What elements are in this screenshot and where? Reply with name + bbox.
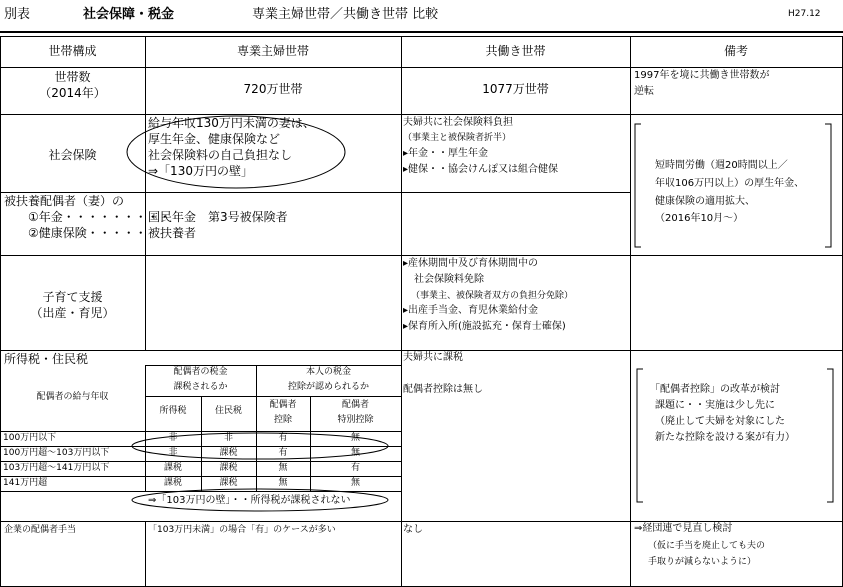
tax-note-right-bracket	[827, 369, 833, 502]
col-special-2: 特別控除	[337, 415, 374, 425]
social-dual-line-2: （事業主と被保険者折半）	[403, 133, 512, 143]
spouse-tax-title: 配偶者の税金	[173, 367, 228, 377]
tax-row-special-1: 無	[350, 433, 360, 443]
dependent-single-1: 国民年金 第3号被保険者	[148, 210, 288, 224]
households-note-2: 逆転	[634, 86, 654, 97]
social-single-line-2: 厚生年金、健康保険など	[148, 132, 281, 146]
income-tax-dual-1: 夫婦共に課税	[403, 352, 463, 363]
households-note-1: 1997年を境に共働き世帯数が	[634, 70, 770, 81]
tax-row-deduction-4: 無	[278, 478, 288, 488]
income-tax-dual-2: 配偶者控除は無し	[403, 384, 483, 395]
col-deduction-2: 控除	[273, 415, 292, 425]
doc-title: 専業主婦世帯／共働き世帯 比較	[252, 7, 439, 22]
households-dual: 1077万世帯	[482, 82, 549, 96]
header-dual-income: 共働き世帯	[485, 44, 546, 58]
households-year: （2014年）	[39, 86, 106, 100]
col-special-1: 配偶者	[341, 400, 369, 410]
households-label: 世帯数	[54, 70, 91, 84]
doc-date: H27.12	[788, 9, 821, 19]
income-tax-note-4: 新たな控除を設ける案が有力）	[655, 432, 795, 443]
social-note-right-bracket	[825, 124, 831, 247]
doc-subject: 社会保障・税金	[83, 7, 175, 22]
social-single-line-4: ⇒「130万円の壁」	[148, 164, 253, 178]
childcare-dual-1: ▸産休期間中及び育休期間中の	[403, 258, 539, 269]
nontaxed-ellipse	[132, 433, 388, 459]
childcare-dual-2: 社会保険料免除	[414, 274, 484, 285]
allowance-dual: なし	[403, 524, 423, 535]
social-note-4: （2016年10月～）	[655, 213, 744, 224]
income-tax-label: 所得税・住民税	[4, 352, 89, 366]
income-tax-note-1: 「配偶者控除」の改革が検討	[650, 384, 780, 395]
tax-row-special-4: 無	[350, 478, 360, 488]
tax-row-resident-2: 課税	[219, 448, 238, 458]
tax-row-special-2: 無	[350, 448, 360, 458]
social-note-1: 短時間労働（週20時間以上／	[655, 160, 788, 171]
tax-row-resident-3: 課税	[219, 463, 238, 473]
social-insurance-label: 社会保険	[48, 148, 97, 162]
childcare-dual-5: ▸保育所入所(施設拡充・保育士確保)	[403, 321, 566, 332]
wall-130-ellipse	[127, 116, 345, 188]
tax-row-range-3: 103万円超～141万円以下	[3, 463, 110, 473]
social-single-line-3: 社会保険料の自己負担なし	[148, 148, 293, 162]
col-resident-tax: 住民税	[214, 406, 242, 416]
social-note-2: 年収106万円以上）の厚生年金、	[655, 178, 805, 189]
tax-row-deduction-3: 無	[278, 463, 288, 473]
col-deduction-1: 配偶者	[269, 400, 297, 410]
dependent-pension: ①年金・・・・・・・・・	[28, 210, 171, 224]
social-single-line-1: 給与年収130万円未満の妻は、	[148, 116, 315, 130]
income-tax-note-2: 課題に・・実施は少し先に	[655, 400, 775, 411]
allowance-note-3: 手取りが減らないように）	[648, 557, 757, 567]
households-single: 720万世帯	[243, 82, 303, 96]
dependent-label: 被扶養配偶者（妻）の	[4, 194, 125, 208]
header-household: 世帯構成	[48, 44, 97, 58]
tax-row-income-1: 非	[168, 433, 178, 443]
dependent-single-2: 被扶養者	[148, 226, 197, 240]
allowance-label: 企業の配偶者手当	[4, 525, 77, 535]
childcare-dual-3: （事業主、被保険者双方の負担分免除）	[411, 291, 574, 301]
header-single-income: 専業主婦世帯	[236, 44, 309, 58]
wall-103-text: ⇒「103万円の壁」・・所得税が課税されない	[148, 495, 351, 506]
social-dual-line-1: 夫婦共に社会保険料負担	[403, 117, 513, 128]
social-note-3: 健康保険の適用拡大、	[655, 196, 755, 207]
allowance-note-1: ⇒経団連で見直し検討	[634, 523, 733, 534]
doc-label: 別表	[4, 7, 31, 22]
tax-row-income-4: 課税	[163, 478, 182, 488]
tax-row-range-1: 100万円以下	[3, 433, 57, 443]
dependent-health: ②健康保険・・・・・	[28, 226, 147, 240]
tax-row-resident-4: 課税	[219, 478, 238, 488]
tax-note-left-bracket	[637, 369, 643, 502]
self-tax-subtitle: 控除が認められるか	[287, 382, 369, 392]
tax-row-range-2: 100万円超～103万円以下	[3, 448, 110, 458]
income-tax-note-3: （廃止して夫婦を対象にした	[655, 416, 785, 427]
tax-row-special-3: 有	[350, 463, 360, 473]
self-tax-title: 本人の税金	[305, 367, 351, 377]
spouse-income-label: 配偶者の給与年収	[36, 392, 109, 402]
tax-row-deduction-1: 有	[278, 433, 288, 443]
allowance-single: 「103万円未満」の場合「有」のケースが多い	[148, 525, 336, 535]
header-remarks: 備考	[723, 44, 748, 58]
social-dual-line-3: ▸年金・・厚生年金	[403, 148, 489, 159]
spouse-tax-subtitle: 課税されるか	[173, 382, 228, 392]
social-note-left-bracket	[635, 124, 641, 247]
childcare-label: 子育て支援	[42, 290, 103, 304]
tax-row-deduction-2: 有	[278, 448, 288, 458]
col-income-tax: 所得税	[159, 406, 187, 416]
childcare-sublabel: （出産・育児）	[30, 306, 115, 320]
tax-row-income-3: 課税	[163, 463, 182, 473]
tax-row-range-4: 141万円超	[3, 478, 48, 488]
wall-103-ellipse	[132, 489, 388, 511]
social-dual-line-4: ▸健保・・協会けんぽ又は組合健保	[403, 164, 559, 175]
allowance-note-2: （仮に手当を廃止しても夫の	[648, 541, 766, 551]
childcare-dual-4: ▸出産手当金、育児休業給付金	[403, 305, 539, 316]
tax-row-resident-1: 非	[223, 433, 233, 443]
tax-row-income-2: 非	[168, 448, 178, 458]
